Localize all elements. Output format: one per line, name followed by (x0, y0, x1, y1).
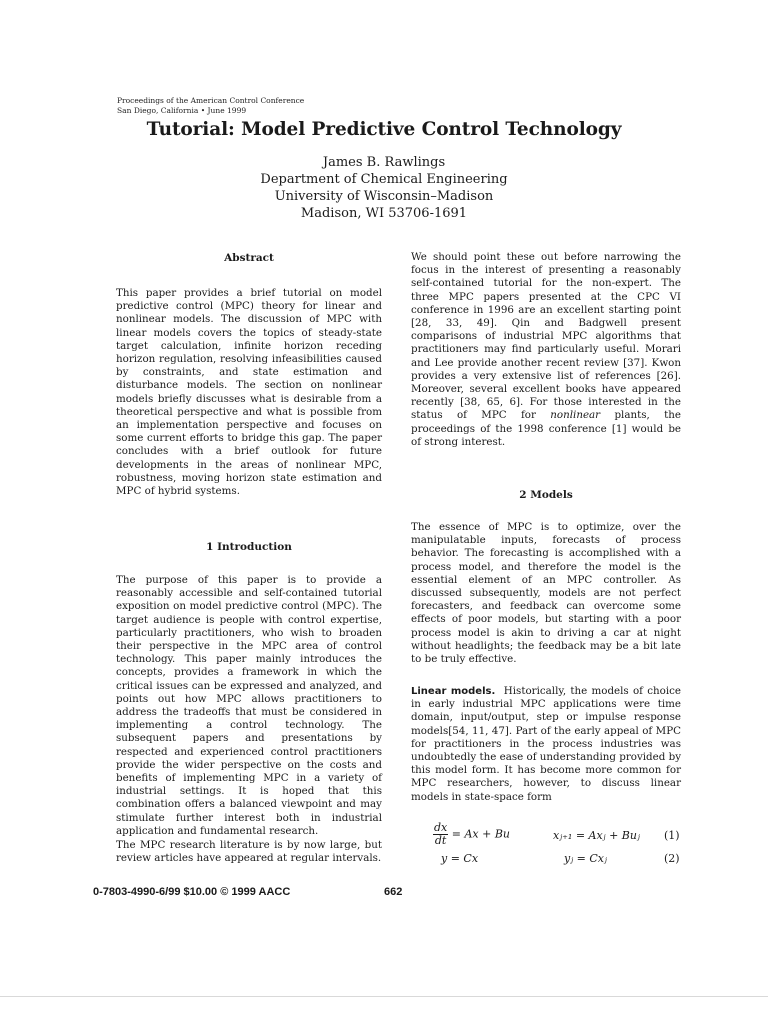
proceedings-line-2: San Diego, California • June 1999 (117, 106, 247, 115)
introduction-heading: 1 Introduction (206, 541, 292, 553)
abstract-paragraph: This paper provides a brief tutorial on model predictive control (MPC) theory for linear and nonlinear models. The discussion of MPC with linear models covers the topics of steady-state target calculation, infinite horizon receding horizon regulation, resolving infeasibilities caused by constraints, and state estimation and disturbance models. The section on nonlinear models briefly discusses what is desirable from a theoretical perspective and what is possible from an implementation perspective and focuses on some current efforts to bridge this gap. The paper concludes with a brief outlook for future developments in the areas of nonlinear MPC, robustness, moving horizon state estimation and MPC of hybrid systems. (116, 287, 382, 498)
linear-models-paragraph (411, 685, 681, 804)
abstract-heading: Abstract (224, 252, 274, 264)
models-paragraph-1: The essence of MPC is to optimize, over the manipulatable inputs, forecasts of process behavior. The forecasting is accomplished with a process model, and therefore the model is the essential element of an MPC controller. As discussed subsequently, models are not perfect forecasters, and feedback can overcome some effects of poor models, but starting with a poor process model is akin to driving a car at night without headlights; the feedback may be a bit late to be truly effective. (411, 521, 681, 666)
author-city: Madison, WI 53706-1691 (300, 206, 468, 221)
paper-title: Tutorial: Model Predictive Control Technology (146, 119, 622, 140)
introduction-text (116, 574, 382, 838)
intro-continued-text-a: We should point these out before narrowing the focus in the interest of presenting a reasonably self-contained tutorial for the non-expert. The three MPC papers presented at the CPC VI conference in 1996 are an excellent starting point [28, 33, 49]. Qin and Badgwell present comparisons of industrial MPC algorithms that practitioners may find particularly useful. Morari and Lee provide another recent review [37]. Kwon provides a very extensive list of references [26]. Moreover, several excellent books have appeared recently [38, 65, 6]. For those interested in the status of MPC for (411, 251, 681, 422)
intro-continued-paragraph (411, 251, 681, 449)
abstract-text (116, 287, 382, 498)
models-text (411, 521, 681, 666)
copyright-footer: 0-7803-4990-6/99 $10.00 © 1999 AACC (93, 886, 291, 898)
equation-2-discrete: yⱼ = Cxⱼ (564, 852, 607, 865)
author-block (0, 154, 768, 222)
linear-models-body: Historically, the models of choice in early industrial MPC applications were time domain, input/output, step or impulse response models[54, 11, 47]. Part of the early appeal of MPC for practitioners in the process industries was undoubtedly the ease of understanding provided by this model form. It has become more common for MPC researchers, however, to discuss linear models in state-space form (411, 685, 682, 803)
intro-continued-text (411, 251, 681, 449)
equation-1-continuous (433, 822, 510, 847)
proceedings-line-1: Proceedings of the American Control Conference (117, 96, 305, 105)
derivative-fraction (433, 822, 448, 847)
introduction-paragraph-1: The purpose of this paper is to provide a reasonably accessible and self-contained tutorial exposition on model predictive control (MPC). The target audience is people with control expertise, particularly practitioners, who wish to broaden their perspective in the MPC area of control technology. This paper mainly introduces the concepts, provides a framework in which the critical issues can be expressed and analyzed, and points out how MPC allows practitioners to address the tradeoffs that must be considered in implementing a control technology. The subsequent papers and presentations by respected and experienced control practitioners provide the wider perspective on the costs and benefits of implementing MPC in a variety of industrial settings. It is hoped that this combination offers a balanced viewpoint and may stimulate further interest both in industrial application and fundamental research. (116, 574, 382, 837)
fraction-denominator: dt (434, 834, 447, 847)
linear-models-label: Linear models. (411, 686, 496, 697)
introduction-paragraph-2: The MPC research literature is by now large, but review articles have appeared at regular intervals. (116, 839, 382, 865)
equation-1-discrete: xⱼ₊₁ = Axⱼ + Buⱼ (553, 829, 640, 842)
author-department: Department of Chemical Engineering (260, 172, 508, 187)
nonlinear-emphasis: nonlinear (550, 409, 601, 422)
equation-2-number: (2) (664, 852, 680, 865)
linear-models-text (411, 685, 681, 804)
introduction-paragraph-2-block (116, 839, 382, 865)
proceedings-header (117, 96, 304, 116)
intro-continued-text-b: plants, the proceedings of the 1998 conference [1] would be of strong interest. (411, 409, 681, 448)
equation-2-continuous: y = Cx (441, 852, 479, 865)
equation-1-number: (1) (664, 829, 680, 842)
models-heading: 2 Models (519, 489, 573, 501)
fraction-numerator: dx (434, 821, 448, 834)
page-divider (0, 996, 768, 997)
equation-1-rhs: = Ax + Bu (451, 827, 510, 841)
author-university: University of Wisconsin–Madison (274, 189, 494, 204)
page-number: 662 (384, 886, 403, 898)
author-name: James B. Rawlings (322, 155, 446, 170)
